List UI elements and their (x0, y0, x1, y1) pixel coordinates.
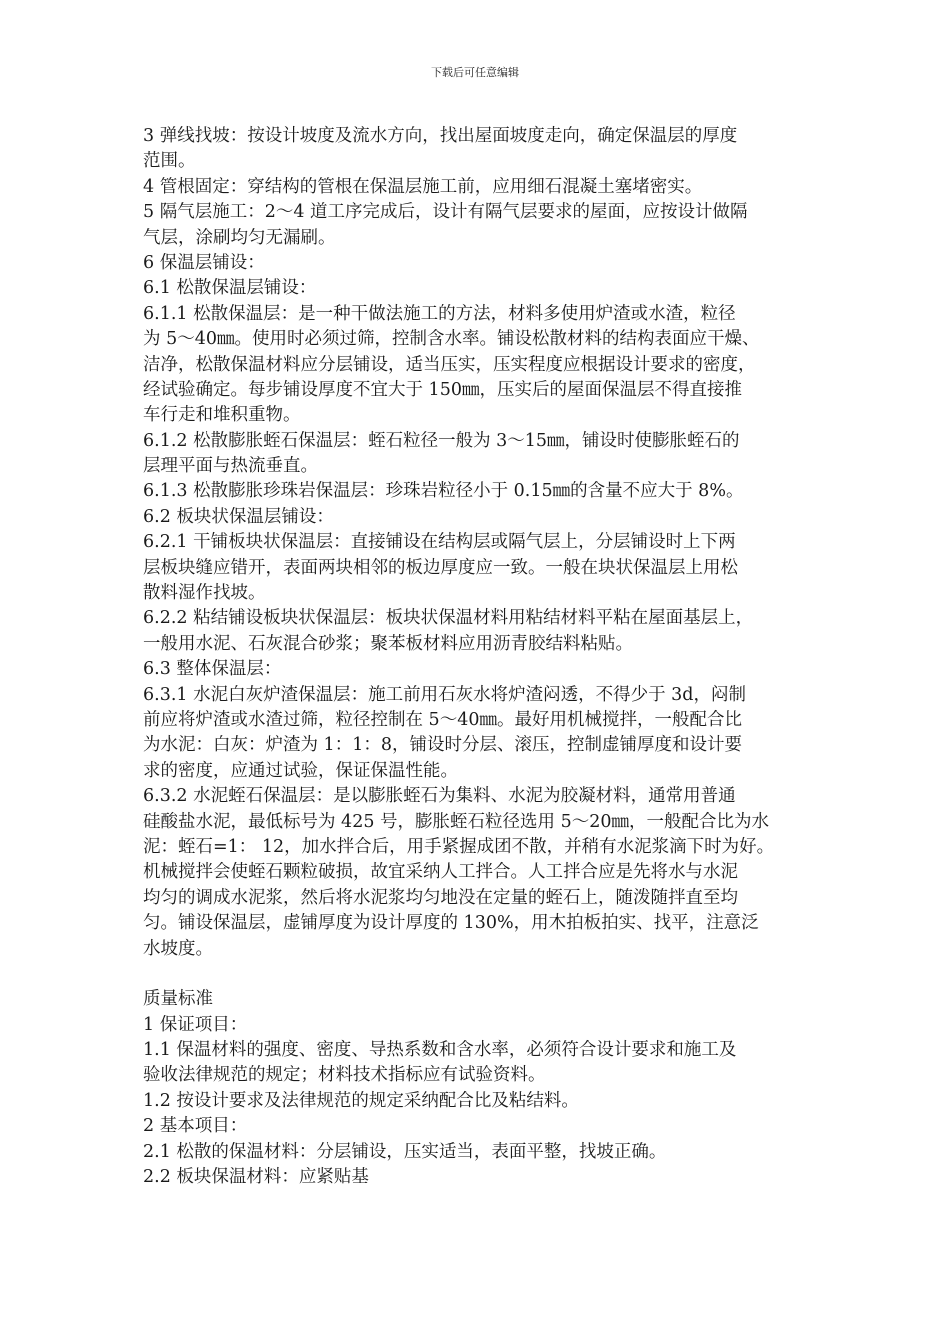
text-line: 1 保证项目： (143, 1014, 248, 1035)
text-line: 6.1 松散保温层铺设： (143, 278, 317, 299)
text-line: 经试验确定。每步铺设厚度不宜大于 150㎜，压实后的屋面保温层不得直接推 (143, 379, 742, 400)
text-line: 泥：蛭石=1： 12，加水拌合后，用手紧握成团不散，并稍有水泥浆滴下时为好。 (143, 836, 775, 857)
text-line: 求的密度，应通过试验，保证保温性能。 (143, 760, 458, 781)
text-line: 层理平面与热流垂直。 (143, 456, 318, 477)
text-line: 1.2 按设计要求及法律规范的规定采纳配合比及粘结料。 (143, 1090, 579, 1111)
text-line: 为水泥：白灰：炉渣为 1：1：8，铺设时分层、滚压，控制虚铺厚度和设计要 (143, 735, 742, 756)
text-line: 6.3 整体保温层： (143, 659, 282, 680)
text-line: 2 基本项目： (143, 1116, 248, 1137)
text-line: 水坡度。 (143, 938, 213, 959)
text-line: 6.3.2 水泥蛭石保温层：是以膨胀蛭石为集料、水泥为胶凝材料，通常用普通 (143, 786, 736, 807)
text-line: 1.1 保温材料的强度、密度、导热系数和含水率，必须符合设计要求和施工及 (143, 1040, 737, 1061)
text-line: 6.2 板块状保温层铺设： (143, 506, 334, 527)
text-line: 6.2.1 干铺板块状保温层：直接铺设在结构层或隔气层上，分层铺设时上下两 (143, 532, 736, 553)
text-line: 6.3.1 水泥白灰炉渣保温层：施工前用石灰水将炉渣闷透，不得少于 3d，闷制 (143, 684, 746, 705)
text-line: 质量标准 (143, 989, 213, 1010)
text-line: 机械搅拌会使蛭石颗粒破损，故宜采纳人工拌合。人工拌合应是先将水与水泥 (143, 862, 738, 883)
text-line: 为 5～40㎜。使用时必须过筛，控制含水率。铺设松散材料的结构表面应干燥、 (143, 329, 760, 350)
text-line: 验收法律规范的规定；材料技术指标应有试验资料。 (143, 1065, 546, 1086)
text-line: 范围。 (143, 151, 196, 172)
page-header: 下载后可任意编辑 (431, 66, 519, 79)
text-line: 6.2.2 粘结铺设板块状保温层：板块状保温材料用粘结材料平粘在屋面基层上， (143, 608, 754, 629)
text-line: 6.1.1 松散保温层：是一种干做法施工的方法，材料多使用炉渣或水渣，粒径 (143, 303, 736, 324)
document-body (143, 124, 843, 1190)
text-line: 层板块缝应错开，表面两块相邻的板边厚度应一致。一般在块状保温层上用松 (143, 557, 738, 578)
text-line: 散料湿作找坡。 (143, 583, 266, 604)
text-line: 2.2 板块保温材料：应紧贴基 (143, 1167, 369, 1188)
text-line: 洁净，松散保温材料应分层铺设，适当压实，压实程度应根据设计要求的密度， (143, 354, 756, 375)
text-line: 匀。铺设保温层，虚铺厚度为设计厚度的 130%，用木拍板拍实、找平，注意泛 (143, 913, 759, 934)
text-line: 5 隔气层施工：2～4 道工序完成后，设计有隔气层要求的屋面，应按设计做隔 (143, 202, 748, 223)
text-line: 6 保温层铺设： (143, 252, 265, 273)
text-line: 车行走和堆积重物。 (143, 405, 301, 426)
text-line: 6.1.3 松散膨胀珍珠岩保温层：珍珠岩粒径小于 0.15㎜的含量不应大于 8%。 (143, 481, 744, 502)
text-line: 硅酸盐水泥，最低标号为 425 号，膨胀蛭石粒径选用 5～20㎜，一般配合比为水 (143, 811, 769, 832)
text-line: 6.1.2 松散膨胀蛭石保温层：蛭石粒径一般为 3～15㎜，铺设时使膨胀蛭石的 (143, 430, 740, 451)
text-line: 2.1 松散的保温材料：分层铺设，压实适当，表面平整，找坡正确。 (143, 1141, 667, 1162)
blank-line (143, 962, 843, 987)
text-line: 均匀的调成水泥浆，然后将水泥浆均匀地没在定量的蛭石上，随泼随拌直至均 (143, 887, 738, 908)
text-line: 气层，涂刷均匀无漏刷。 (143, 227, 336, 248)
text-line: 前应将炉渣或水渣过筛，粒径控制在 5～40㎜。最好用机械搅拌，一般配合比 (143, 709, 742, 730)
text-line: 4 管根固定：穿结构的管根在保温层施工前，应用细石混凝土塞堵密实。 (143, 176, 703, 197)
text-line: 3 弹线找坡：按设计坡度及流水方向，找出屋面坡度走向，确定保温层的厚度 (143, 126, 738, 146)
text-line: 一般用水泥、石灰混合砂浆；聚苯板材料应用沥青胶结料粘贴。 (143, 633, 633, 654)
